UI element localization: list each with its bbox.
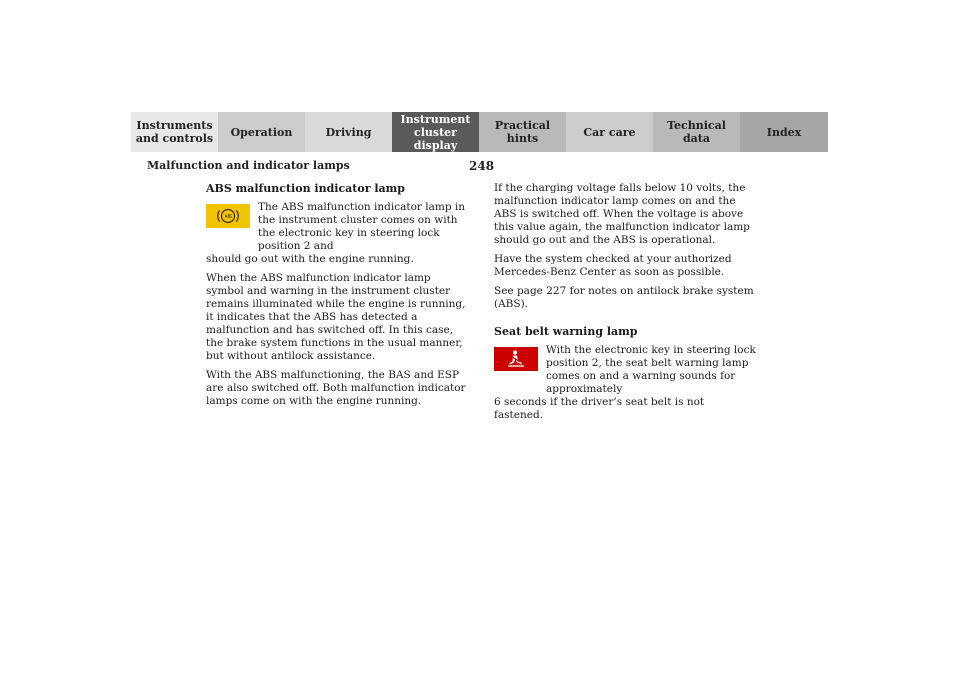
charging-paragraph-3: See page 227 for notes on antilock brake system (ABS). <box>494 285 754 310</box>
abs-lamp-text-cont: should go out with the engine running. <box>206 253 414 265</box>
tab-instrument-cluster-display[interactable] <box>392 112 479 152</box>
page-number: 248 <box>469 159 495 173</box>
seat-belt-warning-icon <box>494 347 538 371</box>
abs-paragraph-2: With the ABS malfunctioning, the BAS and ESP are also switched off. Both malfunction indicator lamps come on with the engine running. <box>206 369 466 407</box>
tab-label: Practical hints <box>494 119 551 145</box>
left-column <box>206 182 468 414</box>
tab-instruments-and-controls[interactable] <box>131 112 218 152</box>
section-title: Malfunction and indicator lamps <box>147 159 350 172</box>
tab-label: Driving <box>325 125 372 139</box>
tab-index[interactable] <box>740 112 828 152</box>
abs-heading: ABS malfunction indicator lamp <box>206 182 405 195</box>
tab-operation[interactable] <box>218 112 305 152</box>
abs-paragraph-1: When the ABS malfunction indicator lamp symbol and warning in the instrument cluster remains illuminated while the engine is running, it indicates that the ABS has detected a malfunction and has switched off. In this case, the brake system functions in the usual manner, but without antilock assistance. <box>206 272 466 362</box>
tab-label: Index <box>766 125 802 139</box>
tab-label: Instruments and controls <box>135 119 214 145</box>
seatbelt-lamp-text: With the electronic key in steering lock position 2, the seat belt warning lamp comes on and a warning sounds for approximately <box>546 344 756 395</box>
charging-paragraph-1: If the charging voltage falls below 10 volts, the malfunction indicator lamp comes on and the ABS is switched off. When the voltage is above this value again, the malfunction indicator lamp should go out and the ABS is operational. <box>494 182 750 246</box>
seatbelt-lamp-block <box>494 344 756 396</box>
tab-technical-data[interactable] <box>653 112 740 152</box>
abs-warning-icon <box>206 204 250 228</box>
abs-lamp-text: The ABS malfunction indicator lamp in the instrument cluster comes on with the electronic key in steering lock position 2 and <box>258 201 466 252</box>
tab-label: Operation <box>230 125 293 139</box>
seatbelt-heading: Seat belt warning lamp <box>494 325 638 338</box>
tab-practical-hints[interactable] <box>479 112 566 152</box>
tab-label: Car care <box>583 125 636 139</box>
seatbelt-lamp-text-cont: 6 seconds if the driver’s seat belt is not fastened. <box>494 396 705 421</box>
tab-label: Instrument cluster display <box>400 112 471 152</box>
section-nav <box>131 112 828 152</box>
right-column <box>494 182 756 428</box>
abs-lamp-block <box>206 201 468 253</box>
charging-paragraph-2: Have the system checked at your authorized Mercedes-Benz Center as soon as possible. <box>494 253 732 278</box>
tab-car-care[interactable] <box>566 112 653 152</box>
tab-label: Technical data <box>667 119 726 145</box>
tab-driving[interactable] <box>305 112 392 152</box>
